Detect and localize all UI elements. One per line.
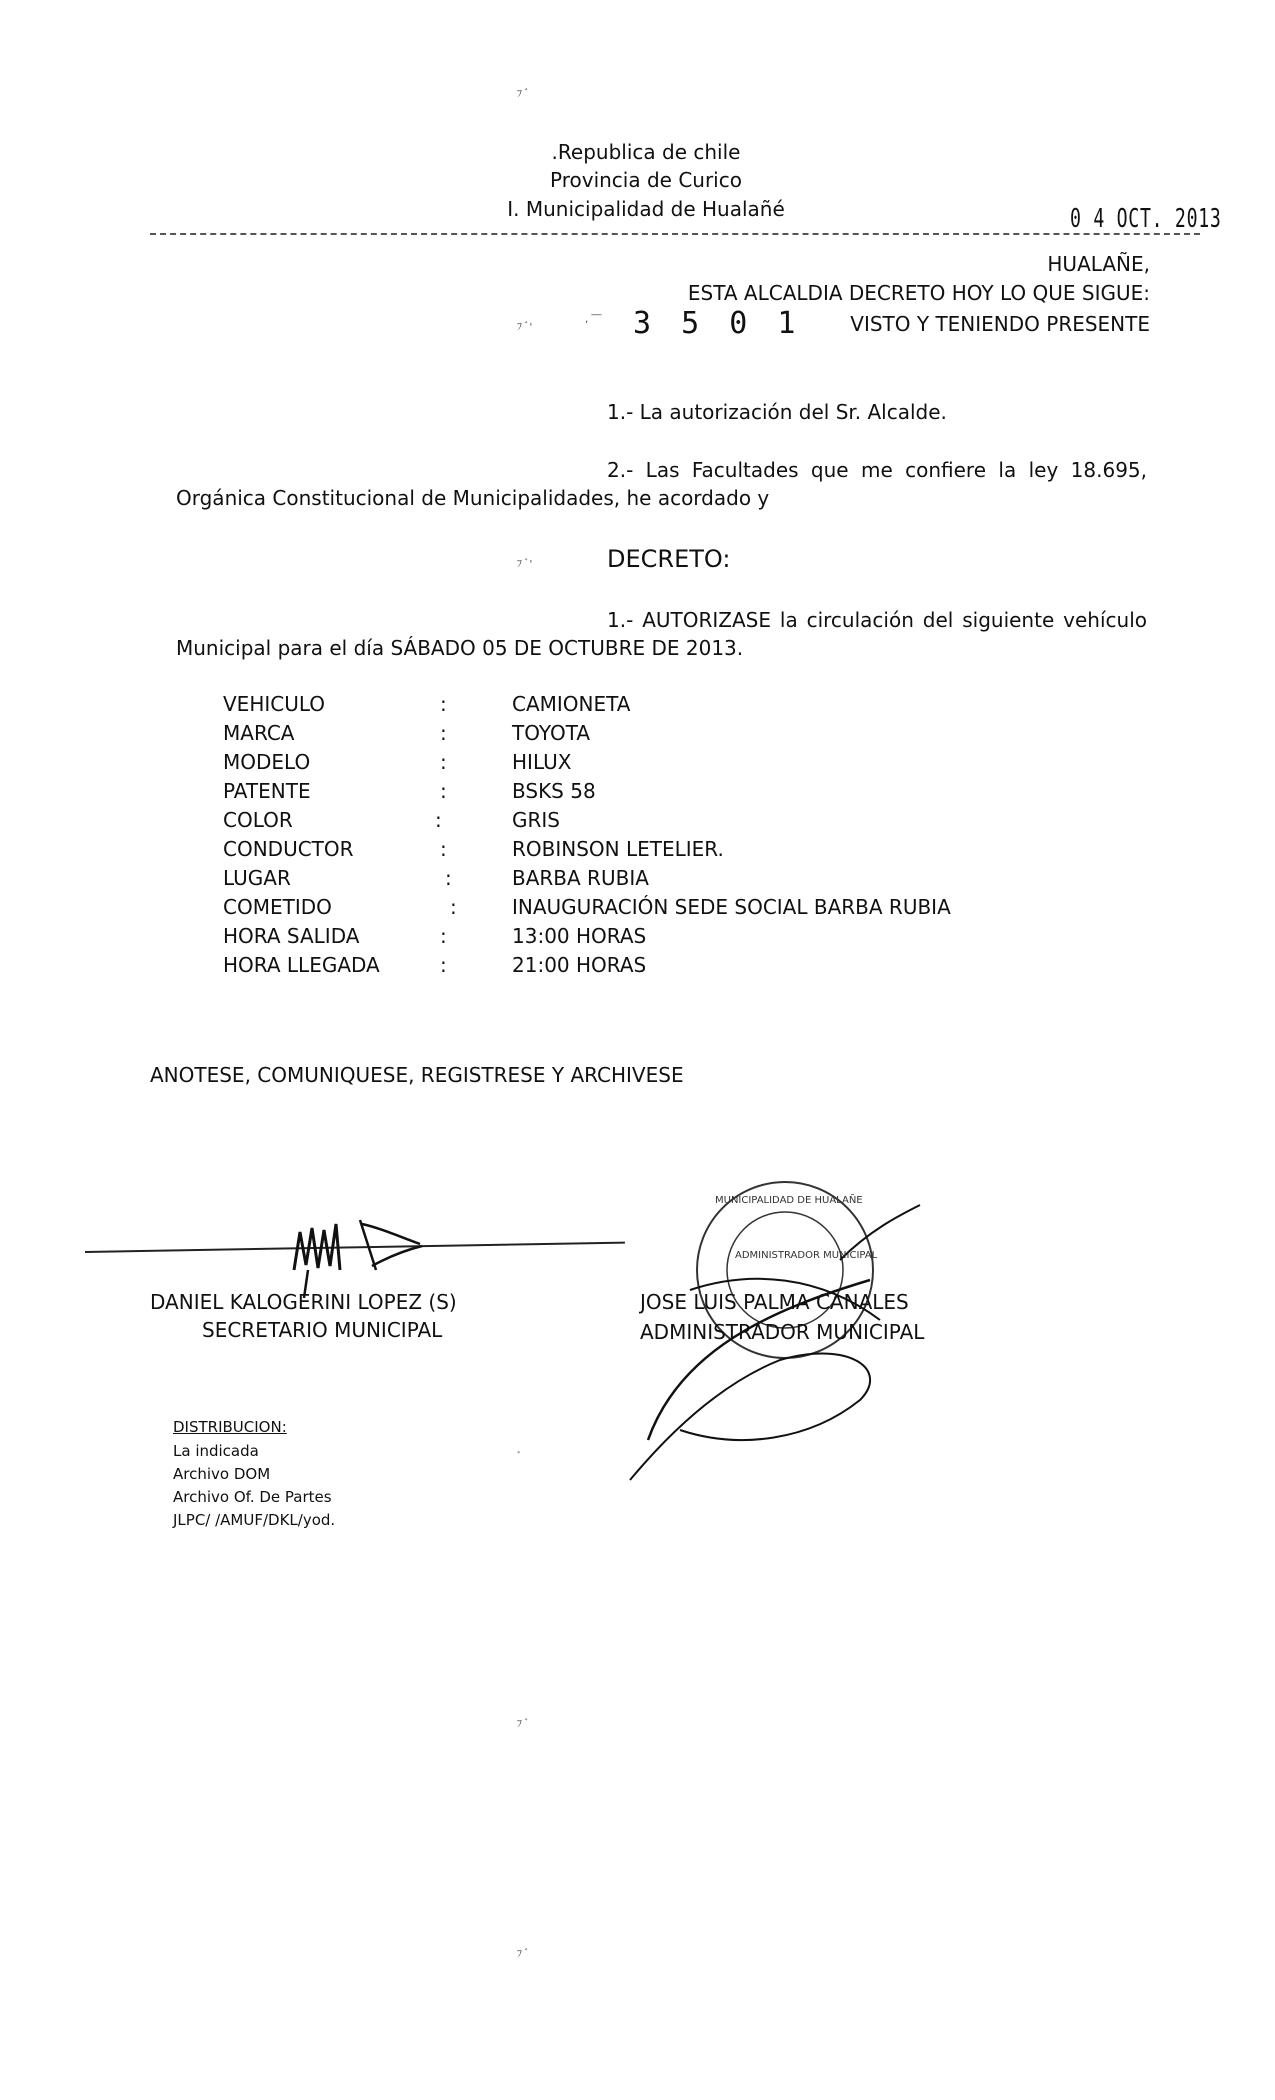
vehicle-value: HILUX	[512, 750, 572, 774]
header-divider	[150, 233, 1200, 235]
field-separator: :	[440, 953, 447, 977]
distribution-heading: DISTRIBUCION:	[173, 1418, 287, 1436]
field-separator: :	[440, 721, 447, 745]
handwritten-signature	[280, 1210, 430, 1300]
field-separator: :	[440, 750, 447, 774]
place-name: HUALAÑE,	[1047, 252, 1150, 276]
vehicle-value: INAUGURACIÓN SEDE SOCIAL BARBA RUBIA	[512, 895, 951, 919]
scan-speck: ﾌ ﾞ	[517, 1949, 530, 1960]
header-municipality: I. Municipalidad de Hualañé	[507, 197, 785, 221]
field-separator: :	[440, 924, 447, 948]
vehicle-label: VEHICULO	[223, 692, 326, 716]
field-separator: :	[440, 692, 447, 716]
distribution-item: JLPC/ /AMUF/DKL/yod.	[173, 1511, 336, 1529]
distribution-item: La indicada	[173, 1442, 259, 1460]
vehicle-value: ROBINSON LETELIER.	[512, 837, 724, 861]
visto-line: VISTO Y TENIENDO PRESENTE	[850, 312, 1150, 336]
vehicle-label: PATENTE	[223, 779, 311, 803]
vehicle-label: HORA SALIDA	[223, 924, 360, 948]
date-stamp: 0 4 OCT. 2013	[1070, 204, 1222, 234]
field-separator: :	[440, 779, 447, 803]
consideration-1: 1.- La autorización del Sr. Alcalde.	[607, 400, 947, 424]
closing-formula: ANOTESE, COMUNIQUESE, REGISTRESE Y ARCHIVESE	[150, 1063, 684, 1087]
vehicle-label: LUGAR	[223, 866, 291, 890]
field-separator: :	[445, 866, 452, 890]
scan-speck: ﾌ ﾞ'	[517, 559, 533, 570]
field-separator: :	[450, 895, 457, 919]
scan-speck: ﾞ	[517, 1452, 522, 1463]
decreto-item-line2: Municipal para el día SÁBADO 05 DE OCTUBRE DE 2013.	[176, 636, 744, 660]
vehicle-value: BARBA RUBIA	[512, 866, 649, 890]
distribution-item: Archivo DOM	[173, 1465, 271, 1483]
municipal-seal	[620, 1180, 940, 1510]
decreto-item-line1: 1.- AUTORIZASE la circulación del siguiente vehículo	[607, 608, 1147, 632]
consideration-2-line2: Orgánica Constitucional de Municipalidades, he acordado y	[176, 486, 770, 510]
right-signatory-title: ADMINISTRADOR MUNICIPAL	[640, 1320, 925, 1344]
seal-ring-text: MUNICIPALIDAD DE HUALAÑE	[715, 1195, 863, 1206]
scan-speck: ﾌ ﾞ	[517, 89, 530, 100]
vehicle-label: COMETIDO	[223, 895, 332, 919]
number-stamp-fragment: , ‾‾	[585, 314, 602, 325]
vehicle-value: 13:00 HORAS	[512, 924, 647, 948]
decreto-heading: DECRETO:	[607, 545, 731, 573]
vehicle-value: CAMIONETA	[512, 692, 631, 716]
header-republic: .Republica de chile	[551, 140, 741, 164]
field-separator: :	[440, 837, 447, 861]
left-signatory-title: SECRETARIO MUNICIPAL	[202, 1318, 443, 1342]
vehicle-label: MODELO	[223, 750, 311, 774]
right-signatory-name: JOSE LUIS PALMA CANALES	[640, 1290, 909, 1314]
vehicle-value: 21:00 HORAS	[512, 953, 647, 977]
vehicle-value: GRIS	[512, 808, 560, 832]
scan-speck: ﾌ ﾞ	[517, 1719, 530, 1730]
vehicle-label: HORA LLEGADA	[223, 953, 380, 977]
seal-center-text: ADMINISTRADOR MUNICIPAL	[735, 1250, 878, 1261]
scan-speck: ﾌ ﾞ'	[517, 322, 533, 333]
field-separator: :	[435, 808, 442, 832]
vehicle-label: CONDUCTOR	[223, 837, 354, 861]
vehicle-value: TOYOTA	[512, 721, 591, 745]
vehicle-label: MARCA	[223, 721, 295, 745]
vehicle-label: COLOR	[223, 808, 293, 832]
vehicle-value: BSKS 58	[512, 779, 596, 803]
decree-intro: ESTA ALCALDIA DECRETO HOY LO QUE SIGUE:	[687, 281, 1150, 305]
decree-number: 3 5 0 1	[633, 306, 802, 341]
header-province: Provincia de Curico	[550, 168, 742, 192]
distribution-item: Archivo Of. De Partes	[173, 1488, 332, 1506]
left-signatory-name: DANIEL KALOGERINI LOPEZ (S)	[150, 1290, 457, 1314]
consideration-2-line1: 2.- Las Facultades que me confiere la ley 18.695,	[607, 458, 1147, 482]
